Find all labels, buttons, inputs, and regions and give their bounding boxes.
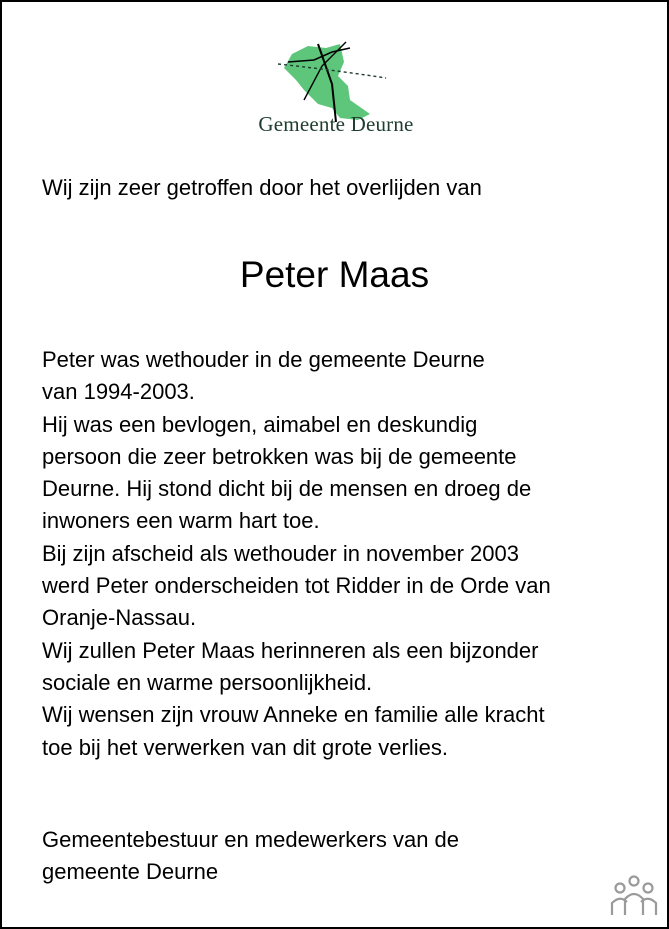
body-line: inwoners een warm hart toe.	[42, 508, 320, 534]
body-line: werd Peter onderscheiden tot Ridder in de Orde van	[42, 573, 551, 599]
gemeente-deurne-logo	[236, 40, 436, 140]
body-line: Hij was een bevlogen, aimabel en deskundig	[42, 411, 478, 437]
body-line: Bij zijn afscheid als wethouder in november 2003	[42, 540, 519, 566]
body-line: Peter was wethouder in de gemeente Deurne	[42, 347, 485, 372]
body-line: van 1994-2003.	[42, 379, 195, 405]
body-line: Oranje-Nassau.	[42, 605, 197, 631]
closing-signature	[42, 824, 642, 889]
deurne-map-logo-icon	[274, 40, 394, 122]
body-line: Wij wensen zijn vrouw Anneke en familie alle kracht	[42, 702, 545, 728]
body-line: Wij zullen Peter Maas herinneren als een bijzonder	[42, 637, 539, 663]
body-line: persoon die zeer betrokken was bij de gemeente	[42, 443, 517, 469]
closing-line: Gemeentebestuur en medewerkers van de	[42, 827, 460, 852]
people-group-icon	[609, 875, 659, 917]
deceased-name: Peter Maas	[239, 254, 430, 295]
body-line: toe bij het verwerken van dit grote verlies.	[42, 734, 448, 760]
intro-text: Wij zijn zeer getroffen door het overlijden van	[42, 175, 482, 200]
organization-name: Gemeente Deurne	[258, 112, 414, 136]
body-line: Deurne. Hij stond dicht bij de mensen en droeg de	[42, 476, 532, 502]
body-line: sociale en warme persoonlijkheid.	[42, 669, 373, 695]
closing-line: gemeente Deurne	[42, 859, 219, 885]
body-text	[42, 344, 642, 764]
